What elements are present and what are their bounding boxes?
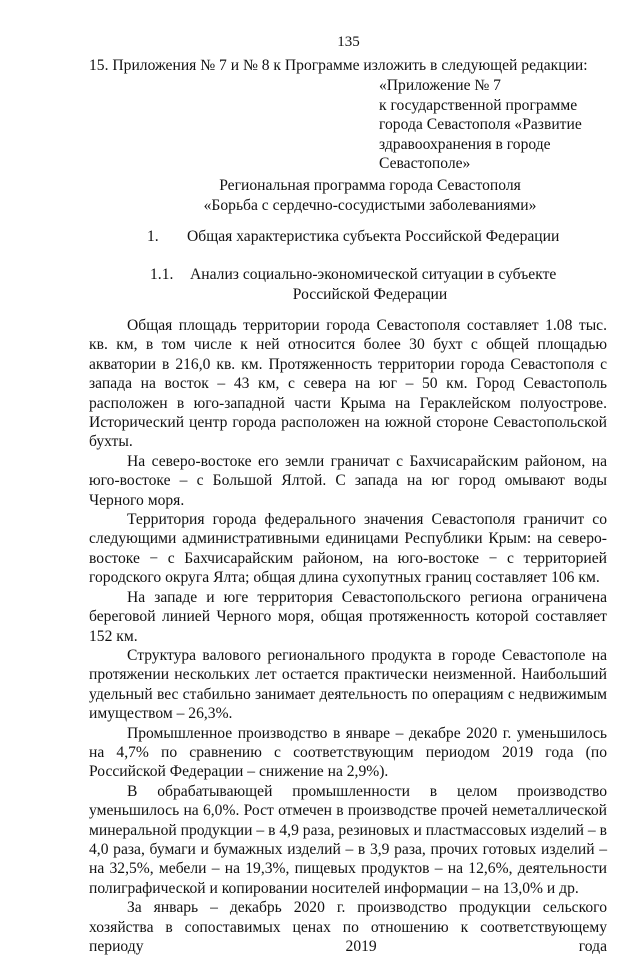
amendment-intro: 15. Приложения № 7 и № 8 к Программе изложить в следующей редакции: — [89, 57, 588, 74]
section-number: 1. — [147, 228, 159, 245]
program-title — [0, 176, 631, 216]
paragraph: На северо-востоке его земли граничат с Бахчисарайским районом, на юго-востоке – с Большой Ялтой. С запада на юг город омывают воды Черного моря. — [89, 452, 607, 509]
appendix-header — [379, 76, 582, 174]
subsection-title: Анализ социально-экономической ситуации в субъекте — [190, 266, 557, 283]
paragraph: За январь – декабрь 2020 г. производство продукции сельского хозяйства в сопоставимых ценах по отношению к соответствующему периоду 2019 года — [89, 899, 607, 955]
body-text — [89, 316, 607, 956]
paragraph: Общая площадь территории города Севастополя составляет 1.08 тыс. кв. км, в том числе к ней относится более 30 бухт с общей площадью акватории в 216,0 кв. км. Протяженность территории города Севастополя с запада на восток – 43 км, с севера на юг – 50 км. Город Севастополь расположен в юго-западной части Крыма на Гераклейском полуострове. Исторический центр города расположен на южной стороне Севастопольской бухты. — [89, 317, 607, 451]
paragraph: Территория города федерального значения Севастополя граничит со следующими административными единицами Республики Крым: на северо-востоке − с Бахчисарайским районом, на юго-востоке − с территорией городского округа Ялта; общая длина сухопутных границ составляет 106 км. — [89, 511, 607, 587]
paragraph: В обрабатывающей промышленности в целом производство уменьшилось на 6,0%. Рост отмечен в производстве прочей неметаллической минеральной продукции – в 4,9 раза, резиновых и пластмассовых изделий – в 4,0 раза, бумаги и бумажных изделий – в 3,9 раза, прочих готовых изделий – на 32,5%, мебели – на 19,3%, пищевых продуктов – на 12,6%, деятельности полиграфической и копировании носителей информации – на 13,0% и др. — [89, 782, 607, 897]
appendix-line: Севастополе» — [379, 155, 471, 172]
appendix-line: «Приложение № 7 — [379, 77, 501, 94]
paragraph: На западе и юге территория Севастопольского региона ограничена береговой линией Черного моря, общая протяженность которой составляет 152 км. — [89, 588, 607, 645]
program-title-line: «Борьба с сердечно-сосудистыми заболеваниями» — [203, 197, 537, 214]
appendix-line: к государственной программе — [379, 96, 578, 114]
appendix-line: города Севастополя «Развитие — [379, 116, 582, 133]
program-title-line: Региональная программа города Севастополя — [219, 177, 521, 194]
page-number: 135 — [337, 34, 360, 50]
subsection-title-line: Российской Федерации — [292, 286, 448, 303]
subsection-title-line — [150, 265, 556, 285]
section-heading — [147, 228, 559, 246]
subsection-number: 1.1. — [150, 266, 174, 283]
paragraph: Структура валового регионального продукта в городе Севастополе на протяжении нескольких лет остается практически неизменной. Наибольший удельный вес стабильно занимает деятельность по операциям с недвижимым имуществом – 26,3%. — [89, 646, 607, 723]
appendix-line: здравоохранения в городе — [379, 135, 551, 153]
paragraph: Промышленное производство в январе – декабре 2020 г. уменьшилось на 4,7% по сравнению с соответствующим периодом 2019 года (по Российской Федерации – снижение на 2,9%). — [89, 724, 607, 781]
section-title: Общая характеристика субъекта Российской Федерации — [187, 228, 560, 245]
